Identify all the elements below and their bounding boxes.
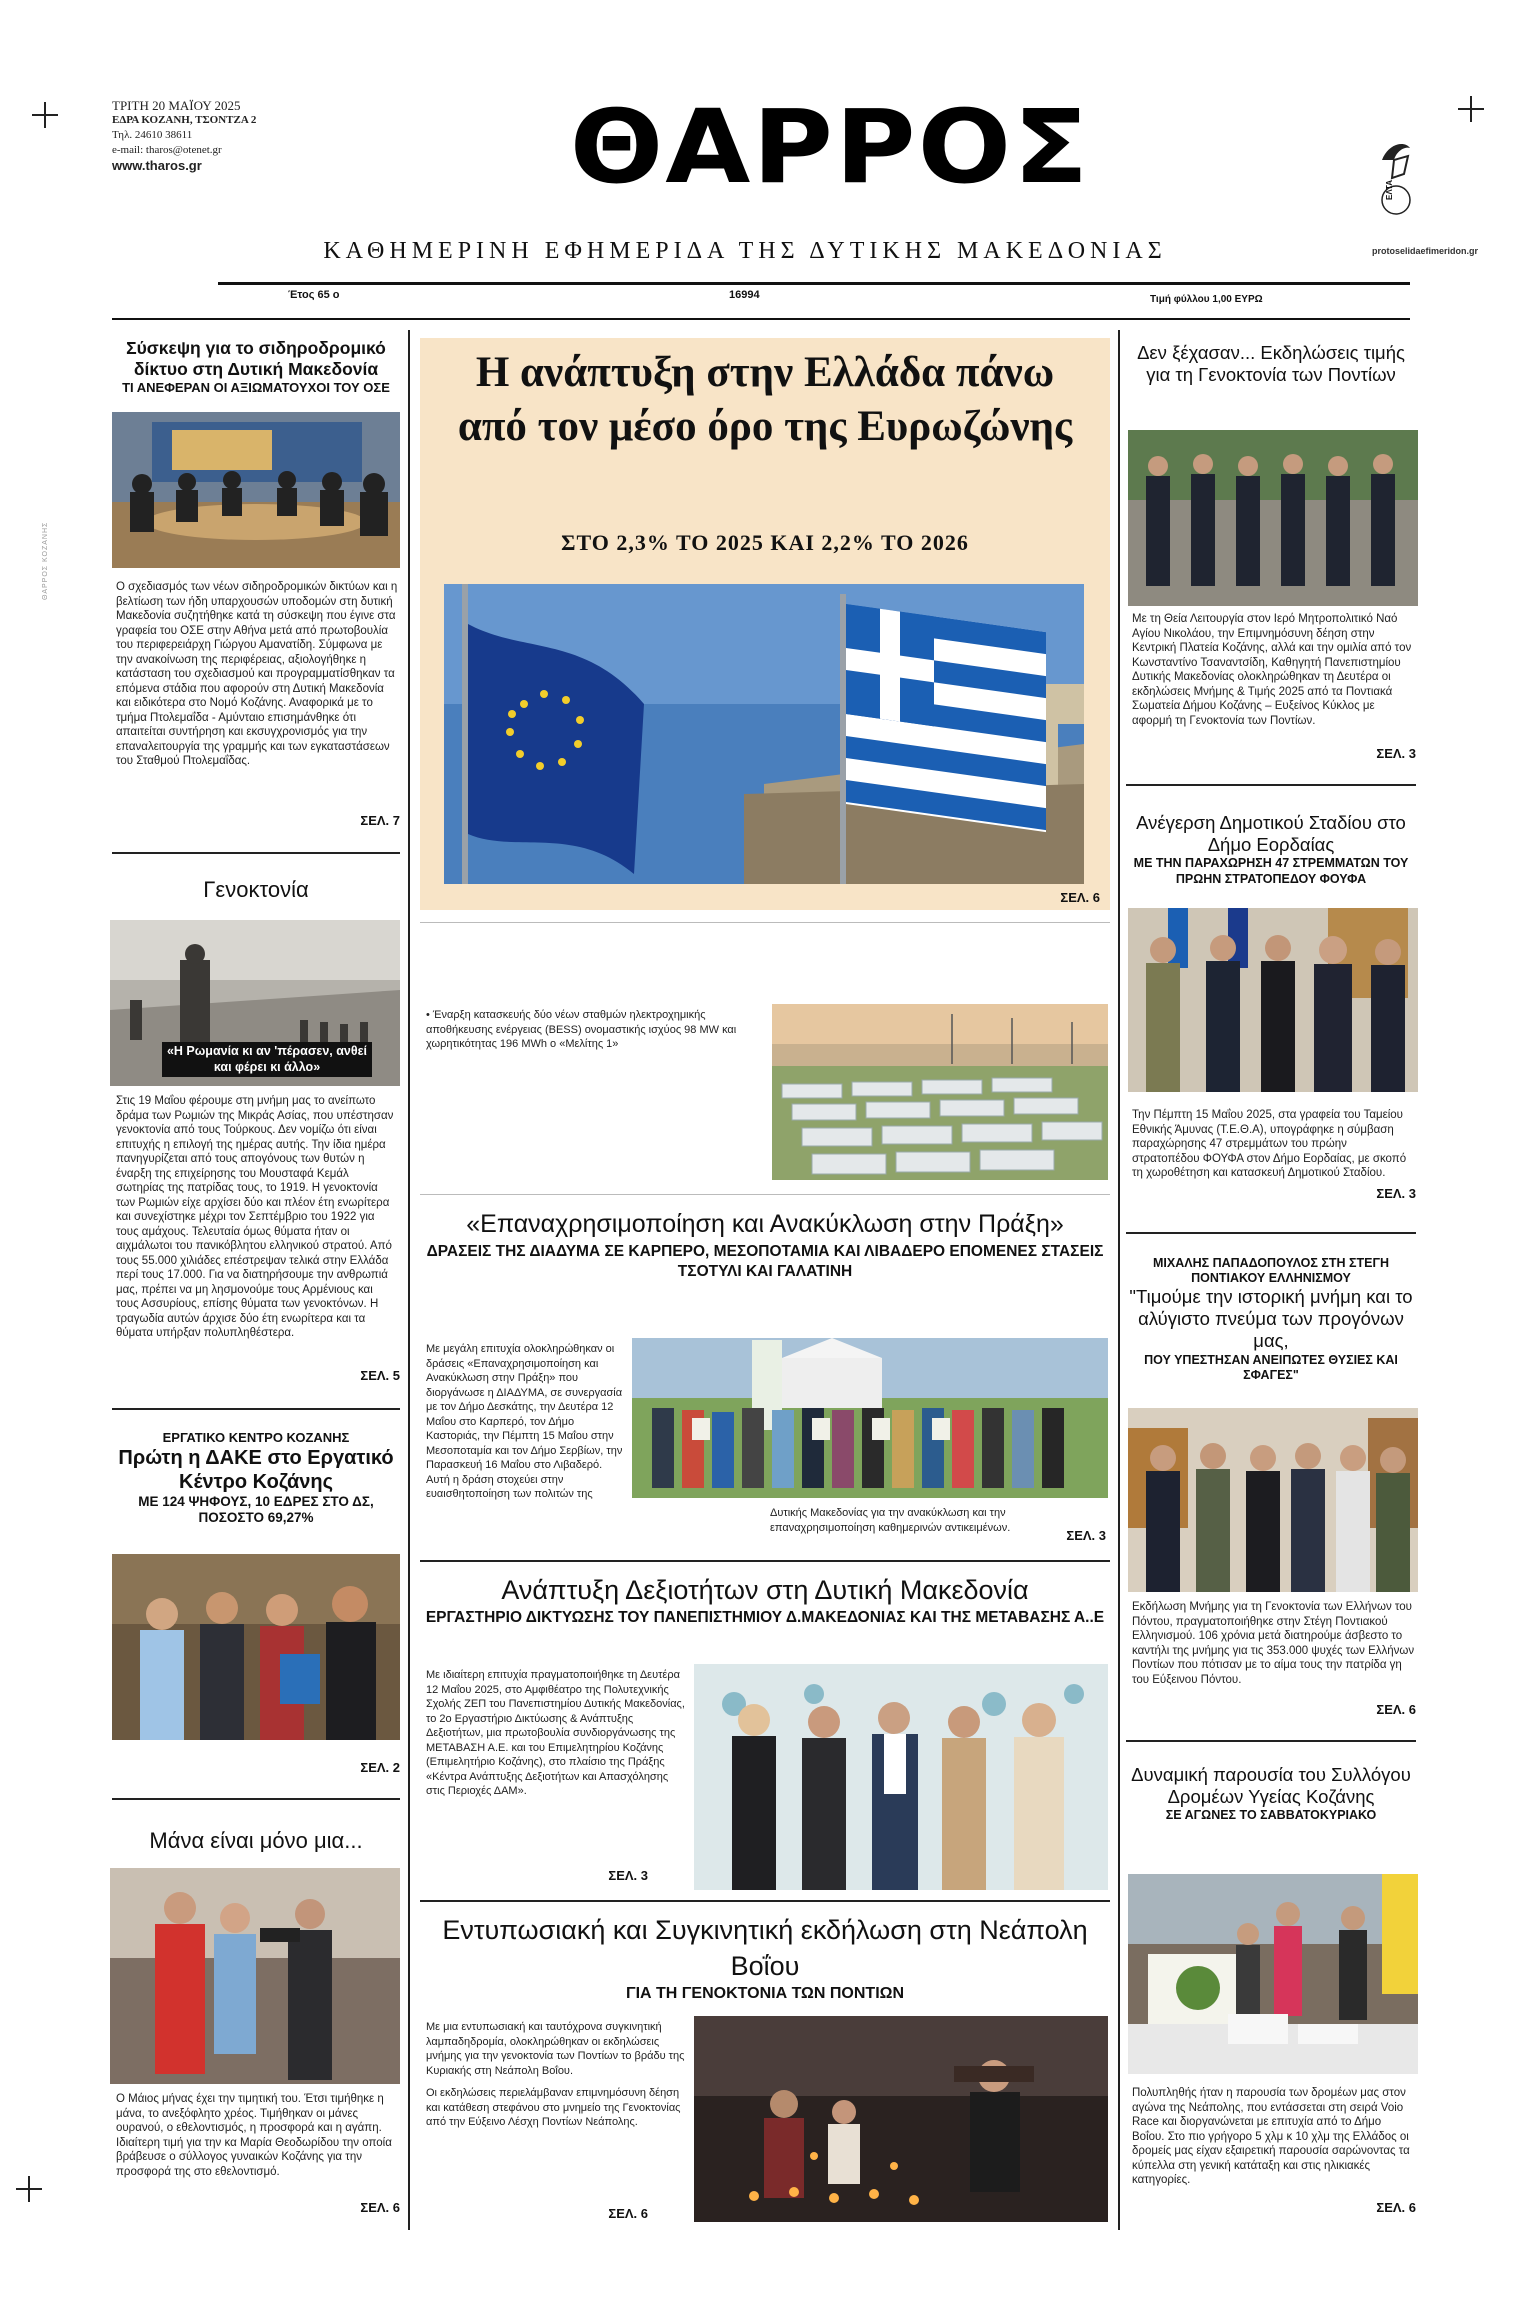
papadopoulos-page-link[interactable]: ΣΕΛ. 6 xyxy=(1376,1702,1416,1717)
stadium-headline: Ανέγερση Δημοτικού Σταδίου στο Δήμο Εορδαίας xyxy=(1136,812,1406,856)
masthead xyxy=(395,92,1265,218)
recycle-photo xyxy=(632,1338,1108,1498)
recycle-subhead: ΔΡΑΣΕΙΣ ΤΗΣ ΔΙΑΔΥΜΑ ΣΕ ΚΑΡΠΕΡΟ, ΜΕΣΟΠΟΤΑΜΙΑ ΚΑΙ ΛΙΒΑΔΕΡΟ ΕΠΟΜΕΝΕΣ ΣΤΑΣΕΙΣ ΤΣΟΤΥΛΙ ΚΑΙ ΓΑΛΑΤΙΝΗ xyxy=(426,1243,1104,1280)
lead-story-box xyxy=(420,338,1110,910)
papadopoulos-subhead: ΠΟΥ ΥΠΕΣΤΗΣΑΝ ΑΝΕΙΠΩΤΕΣ ΘΥΣΙΕΣ ΚΑΙ ΣΦΑΓΕΣ" xyxy=(1144,1352,1398,1383)
header-meta xyxy=(112,98,312,173)
runners-subhead: ΣΕ ΑΓΩΝΕΣ ΤΟ ΣΑΒΒΑΤΟΚΥΡΙΑΚΟ xyxy=(1165,1808,1377,1823)
column-rule xyxy=(408,330,410,2230)
runners-headline: Δυναμική παρουσία του Συλλόγου Δρομέων Υγείας Κοζάνης xyxy=(1131,1764,1411,1808)
labour-page-link[interactable]: ΣΕΛ. 2 xyxy=(360,1760,400,1775)
labour-photo xyxy=(112,1554,400,1740)
labour-kicker: ΕΡΓΑΤΙΚΟ ΚΕΝΤΡΟ ΚΟΖΑΝΗΣ xyxy=(162,1430,350,1445)
skills-photo xyxy=(694,1664,1108,1890)
address: ΕΔΡΑ ΚΟΖΑΝΗ, ΤΣΟΝΤΖΑ 2 xyxy=(112,114,257,126)
lead-headline: Η ανάπτυξη στην Ελλάδα πάνω από τον μέσο όρο της Ευρωζώνης xyxy=(457,349,1073,450)
separator xyxy=(112,852,400,854)
rail-meeting-photo xyxy=(112,412,400,568)
separator xyxy=(420,1900,1110,1902)
skills-page-link[interactable]: ΣΕΛ. 3 xyxy=(608,1868,648,1883)
genocide-page-link[interactable]: ΣΕΛ. 5 xyxy=(360,1368,400,1383)
rail-article xyxy=(112,338,400,396)
runners-text: Πολυπληθής ήταν η παρουσία των δρομέων μας στον αγώνα της Νεάπολης, που εντάσσεται στη σειρά Voio Race και διοργανώνεται με επιτυχία από το Δήμο Βοΐου. Στο πιο γρήγορο 5 χλμ κ 10 χλμ της Ελλάδος οι δρομείς μας είχαν εξαιρετική παρουσία σαρώνοντας τα κύπελλα στη γενική κατάταξη και στις ηλικιακές κατηγορίες. xyxy=(1132,2087,1410,2186)
recycle-article xyxy=(420,1206,1110,1282)
masthead-title: ΘΑΡΡΟΣ xyxy=(569,92,1091,206)
stadium-photo xyxy=(1128,908,1418,1092)
runners-article xyxy=(1126,1764,1416,1824)
genocide-title: Γενοκτονία xyxy=(203,877,309,902)
runners-page-link[interactable]: ΣΕΛ. 6 xyxy=(1376,2200,1416,2215)
elta-logo xyxy=(1374,130,1418,216)
mother-text: Ο Μάιος μήνας έχει την τιμητική του. Έτσι τιμήθηκε η μάνα, το ανεξόφλητο χρέος. Τιμήθηκαν οι μάνες ουρανού, ο εθελοντισμός, η προσφορά και η αγάπη. Ιδιαίτερη τιμή για την κα Μαρία Θεοδωρίδου την οποία βράβευσε ο σύλλογος γυναικών Κοζάνης για την προσφορά της στο εθελοντισμό. xyxy=(116,2093,392,2178)
genocide-photo xyxy=(110,920,400,1086)
stadium-text: Την Πέμπτη 15 Μαΐου 2025, στα γραφεία του Ταμείου Εθνικής Άμυνας (Τ.Ε.Θ.Α), υπογράφηκε η σύμβαση παραχώρησης 47 στρεμμάτων του πρώην στρατοπέδου ΦΟΥΦΑ στον Δήμο Εορδαίας, με σκοπό τη χωροθέτηση και κατασκευή Δημοτικού Σταδίου. xyxy=(1132,1109,1407,1179)
lead-flags-photo xyxy=(444,584,1084,884)
stadium-article xyxy=(1126,812,1416,888)
rail-headline: Σύσκεψη για το σιδηροδρομικό δίκτυο στη Δυτική Μακεδονία xyxy=(126,338,386,379)
phone: Τηλ. 24610 38611 xyxy=(112,129,193,141)
neapoli-text xyxy=(426,2020,688,2130)
crop-mark xyxy=(32,102,58,128)
neapoli-subhead: ΓΙΑ ΤΗ ΓΕΝΟΚΤΟΝΙΑ ΤΩΝ ΠΟΝΤΙΩΝ xyxy=(625,1985,905,2002)
email: e-mail: tharos@otenet.gr xyxy=(112,144,222,156)
mother-page-link[interactable]: ΣΕΛ. 6 xyxy=(360,2200,400,2215)
neapoli-text-p2: Οι εκδηλώσεις περιελάμβαναν επιμνημόσυνη δέηση και κατάθεση στεφάνου στο μνημείο της Γενοκτονίας από την Εύξεινο Λέσχη Ποντίων Νεάπολης. xyxy=(426,2087,681,2128)
papadopoulos-article xyxy=(1126,1256,1416,1384)
side-imprint: ΘΑΡΡΟΣ ΚΟΖΑΝΗΣ xyxy=(42,521,49,600)
mother-headline: Μάνα είναι μόνο μια... xyxy=(149,1828,363,1853)
separator xyxy=(420,1194,1110,1195)
separator xyxy=(1126,784,1416,786)
elta-bird-icon xyxy=(1374,130,1418,216)
date: ΤΡΙΤΗ 20 ΜΑΪΟΥ 2025 xyxy=(112,98,241,113)
energy-text: • Έναρξη κατασκευής δύο νέων σταθμών ηλεκτροχημικής αποθήκευσης ενέργειας (BESS) ονομαστικής ισχύος 98 MW και χωρητικότητας 196 MWh ο «Μελίτης 1» xyxy=(426,1009,737,1050)
labour-subhead: ΜΕ 124 ΨΗΦΟΥΣ, 10 ΕΔΡΕΣ ΣΤΟ ΔΣ, ΠΟΣΟΣΤΟ 69,27% xyxy=(138,1493,374,1526)
recycle-page-link[interactable]: ΣΕΛ. 3 xyxy=(1066,1528,1106,1543)
separator xyxy=(1126,1740,1416,1742)
skills-headline: Ανάπτυξη Δεξιοτήτων στη Δυτική Μακεδονία xyxy=(501,1575,1029,1605)
pontians-text: Με τη Θεία Λειτουργία στον Ιερό Μητροπολιτικό Ναό Αγίου Νικολάου, την Επιμνημόσυνη δέηση στην Κεντρική Πλατεία Κοζάνης, αλλά και την ομιλία από τον Κωνσταντίνο Τσαναντσίδη, Καθηγητή Πανεπιστημίου Δυτικής Μακεδονίας ολοκληρώθηκαν τη Δευτέρα οι εκδηλώσεις Μνήμης & Τιμής 2025 από τα Ποντιακά Σωματεία Δήμου Κοζάνης – Ευξείνος Κύκλος με αφορμή τη Γενοκτονία των Ποντίων. xyxy=(1132,613,1412,727)
mother-photo xyxy=(110,1868,400,2084)
pontians-page-link[interactable]: ΣΕΛ. 3 xyxy=(1376,746,1416,761)
energy-storage-photo xyxy=(772,1004,1108,1180)
lead-subhead: ΣΤΟ 2,3% ΤΟ 2025 ΚΑΙ 2,2% ΤΟ 2026 xyxy=(561,530,969,555)
neapoli-text-p1: Με μια εντυπωσιακή και ταυτόχρονα συγκινητική λαμπαδηδρομία, ολοκληρώθηκαν οι εκδηλώσεις μνήμης για την γενοκτονία των Ποντίων το βράδυ της Κυριακής στη Νεάπολη Βοΐου. xyxy=(426,2021,685,2077)
header-rule xyxy=(218,282,1410,285)
skills-text: Με ιδιαίτερη επιτυχία πραγματοποιήθηκε τη Δευτέρα 12 Μαΐου 2025, στο Αμφιθέατρο της Πολυτεχνικής Σχολής ΖΕΠ του Πανεπιστημίου Δυτικής Μακεδονίας, το 2ο Εργαστήριο Δικτύωσης & Ανάπτυξης Δεξιοτήτων, μια πρωτοβουλία συνδιοργάνωσης της ΜΕΤΑΒΑΣΗ Α.Ε. και του Επιμελητηρίου Κοζάνης (Επιμελητήριο Κοζάνης), στο πλαίσιο της Πράξης «Κέντρα Ανάπτυξης Δεξιοτήτων και Απασχόλησης στις Περιοχές ΔΑΜ». xyxy=(426,1669,685,1797)
issue-number: 16994 xyxy=(729,289,760,301)
lead-page-link[interactable]: ΣΕΛ. 6 xyxy=(1060,890,1100,905)
skills-subhead: ΕΡΓΑΣΤΗΡΙΟ ΔΙΚΤΥΩΣΗΣ ΤΟΥ ΠΑΝΕΠΙΣΤΗΜΙΟΥ Δ.ΜΑΚΕΔΟΝΙΑΣ ΚΑΙ ΤΗΣ ΜΕΤΑΒΑΣΗΣ Α..Ε xyxy=(425,1609,1105,1626)
papadopoulos-photo xyxy=(1128,1408,1418,1592)
crop-mark xyxy=(1458,96,1484,122)
papadopoulos-kicker: ΜΙΧΑΛΗΣ ΠΑΠΑΔΟΠΟΥΛΟΣ ΣΤΗ ΣΤΕΓΗ ΠΟΝΤΙΑΚΟΥ ΕΛΛΗΝΙΣΜΟΥ xyxy=(1152,1256,1390,1285)
runners-photo xyxy=(1128,1874,1418,2074)
recycle-headline: «Επαναχρησιμοποίηση και Ανακύκλωση στην Πράξη» xyxy=(466,1210,1064,1238)
pontians-headline: Δεν ξέχασαν... Εκδηλώσεις τιμής για τη Γενοκτονία των Ποντίων xyxy=(1137,342,1405,386)
skills-article xyxy=(420,1572,1110,1628)
recycle-caption: Δυτικής Μακεδονίας για την ανακύκλωση και την επαναχρησιμοποίηση καθημερινών αντικειμένων. xyxy=(770,1507,1011,1534)
labour-article xyxy=(112,1430,400,1527)
stadium-page-link[interactable]: ΣΕΛ. 3 xyxy=(1376,1186,1416,1201)
year-label: Έτος 65 ο xyxy=(288,289,340,301)
genocide-photo-caption: «Η Ρωμανία κι αν 'πέρασεν, ανθεί και φέρει κι άλλο» xyxy=(162,1042,372,1077)
genocide-text: Στις 19 Μαΐου φέρουμε στη μνήμη μας το ανείπωτο δράμα των Ρωμιών της Μικράς Ασίας, που υπέστησαν γενοκτονία από τους Τούρκους. Δεν νομίζω ότι είναι επιτυχής η επιλογή της ημέρας αυτής. Την ίδια ημέρα πανηγυρίζεται από τους απογόνους των θυτών η έναρξη της επιχείρησης του Μουσταφά Κεμάλ σωτηρίας της πατρίδας τους, το 1919. Η γενοκτονία των Ρωμιών είχε αρχίσει δύο και πλέον έτη ενωρίτερα και συνεχίστηκε μέχρι τον Σεπτέμβριο του 1922 για τους αμάχους. Τελευταία όμως θύματα ήταν οι αιχμάλωτοι του πανικόβλητου ελληνικού στρατού. Από τους 55.000 χιλιάδες επέστρεψαν τελικά στην Ελλάδα περί τους 17.000. Για να διατηρήσουμε την ανθρωπιά μας, πρέπει να μη λησμονούμε τους Αρμένιους και τους Ασσυρίους, επίσης θύματα των γενοκτόνων. Η τραγωδία αυτών άρχισε δύο έτη ενωρίτερα και τα θύματα υπήρξαν πολυπληθέστερα. xyxy=(116,1095,394,1339)
separator xyxy=(1126,1232,1416,1234)
separator xyxy=(112,1798,400,1800)
neapoli-headline: Εντυπωσιακή και Συγκινητική εκδήλωση στη Νεάπολη Βοΐου xyxy=(442,1915,1088,1981)
elta-label: ΕΛΤΑ xyxy=(1385,179,1394,200)
neapoli-photo xyxy=(694,2016,1108,2222)
rail-text: Ο σχεδιασμός των νέων σιδηροδρομικών δικτύων και η βελτίωση των ήδη υπαρχουσών υποδομών στη δυτική Μακεδονία συζητήθηκε κατά τη σύσκεψη που έγινε στα γραφεία του ΟΣΕ στην Αθήνα μετά από πρωτοβουλία του περιφερειάρχη Γιώργου Αμανατίδη. Σύμφωνα με την ανακοίνωση της περιφέρειας, αξιολογήθηκε η κατάσταση του σχεδιασμού και προγραμματίσθηκαν τα επόμενα στάδια που αφορούν στη Δυτική Μακεδονία και ειδικότερα στο Νομό Κοζάνης. Αναφορικά με το τμήμα Πτολεμαΐδα - Αμύνταιο επισημάνθηκε ότι απαιτείται συντήρηση και εκσυγχρονισμός για την επαναλειτουργία της γραμμής και των εγκαταστάσεων του Σταθμού Πτολεμαΐδας. xyxy=(116,581,398,767)
column-rule xyxy=(1118,330,1120,2230)
crop-mark xyxy=(16,2176,42,2202)
neapoli-article xyxy=(420,1912,1110,2004)
recycle-text: Με μεγάλη επιτυχία ολοκληρώθηκαν οι δράσεις «Επαναχρησιμοποίηση και Ανακύκλωση στην Πράξη» που διοργάνωσε η ΔΙΑΔΥΜΑ, σε συνεργασία με τον Δήμο Δεσκάτης, την Δευτέρα 12 Μαΐου στο Καρπερό, τον Δήμο Καστοριάς, την Πέμπτη 15 Μαΐου στην Μεσοποταμία και τον Δήμο Σερβίων, την Παρασκευή 16 Μαΐου στο Λιβαδερό. Αυτή η δράση στοχεύει στην ευαισθητοποίηση των πολιτών της xyxy=(426,1343,623,1500)
separator xyxy=(420,922,1110,923)
separator xyxy=(420,1560,1110,1562)
rail-subhead: ΤΙ ΑΝΕΦΕΡΑΝ ΟΙ ΑΞΙΩΜΑΤΟΥΧΟΙ ΤΟΥ ΟΣΕ xyxy=(122,380,390,395)
source-label: protoselidaefimeridon.gr xyxy=(1372,246,1479,256)
pontians-photo xyxy=(1128,430,1418,606)
website-link[interactable]: www.tharos.gr xyxy=(112,158,202,173)
papadopoulos-text: Εκδήλωση Μνήμης για τη Γενοκτονία των Ελλήνων του Πόντου, πραγματοποιήθηκε στην Στέγη Ποντιακού Ελληνισμού. 106 χρόνια μετά διατηρούμε άσβεστο το καντήλι της μνήμης για τις 353.000 ψυχές των Ελλήνων Ποντίων που πότισαν με το αίμα τους την πατρίδα γη του Εύξεινου Πόντου. xyxy=(1132,1601,1415,1686)
header-rule-bottom xyxy=(112,318,1410,320)
price-label: Τιμή φύλλου 1,00 ΕΥΡΩ xyxy=(1150,294,1263,305)
rail-page-link[interactable]: ΣΕΛ. 7 xyxy=(360,813,400,828)
neapoli-page-link[interactable]: ΣΕΛ. 6 xyxy=(608,2206,648,2221)
masthead-subtitle: ΚΑΘΗΜΕΡΙΝΗ ΕΦΗΜΕΡΙΔΑ ΤΗΣ ΔΥΤΙΚΗΣ ΜΑΚΕΔΟΝΙΑΣ xyxy=(323,238,1167,264)
stadium-subhead: ΜΕ ΤΗΝ ΠΑΡΑΧΩΡΗΣΗ 47 ΣΤΡΕΜΜΑΤΩΝ ΤΟΥ ΠΡΩΗΝ ΣΤΡΑΤΟΠΕΔΟΥ ΦΟΥΦΑ xyxy=(1133,856,1409,886)
labour-headline: Πρώτη η ΔΑΚΕ στο Εργατικό Κέντρο Κοζάνης xyxy=(118,1446,394,1493)
separator xyxy=(112,1408,400,1410)
papadopoulos-headline: "Τιμούμε την ιστορική μνήμη και το αλύγιστο πνεύμα των προγόνων μας, xyxy=(1129,1286,1413,1352)
